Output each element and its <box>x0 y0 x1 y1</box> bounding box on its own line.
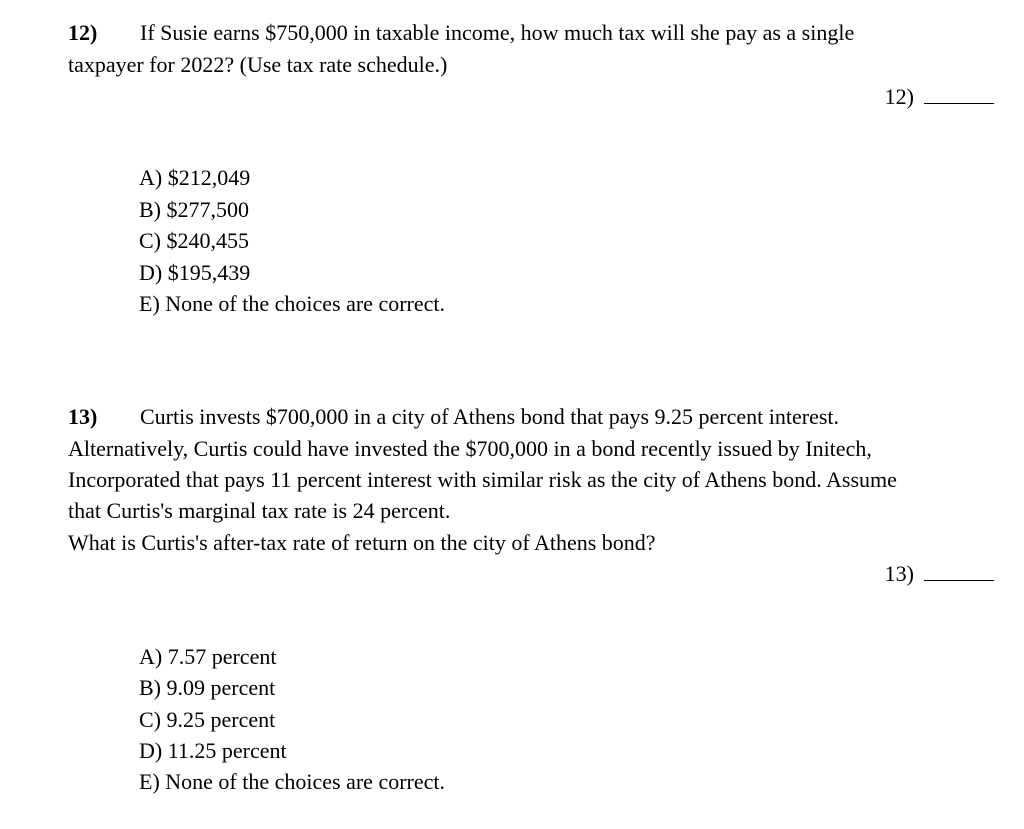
choice-b[interactable]: B) $277,500 <box>139 197 249 222</box>
question-text-line: taxpayer for 2022? (Use tax rate schedule.) <box>68 52 448 77</box>
question-13-first-line <box>68 406 839 428</box>
question-text-line: Incorporated that pays 11 percent interest with similar risk as the city of Athens bond. Assume <box>68 467 897 492</box>
choice-e[interactable]: E) None of the choices are correct. <box>139 291 446 316</box>
answer-label: 12) <box>884 84 914 109</box>
question-number: 12) <box>68 20 98 45</box>
question-text-line: What is Curtis's after-tax rate of return on the city of Athens bond? <box>68 530 656 555</box>
question-number: 13) <box>68 404 98 429</box>
choice-d[interactable]: D) 11.25 percent <box>139 738 287 763</box>
answer-blank-13[interactable] <box>885 563 994 585</box>
choice-a[interactable]: A) 7.57 percent <box>139 644 277 669</box>
question-text-line: Curtis invests $700,000 in a city of Athens bond that pays 9.25 percent interest. <box>140 404 840 429</box>
question-text-line: that Curtis's marginal tax rate is 24 percent. <box>68 498 451 523</box>
choice-a[interactable]: A) $212,049 <box>139 165 251 190</box>
choice-d[interactable]: D) $195,439 <box>139 260 251 285</box>
choice-e[interactable]: E) None of the choices are correct. <box>139 769 446 794</box>
question-text-line: Alternatively, Curtis could have invested the $700,000 in a bond recently issued by Initech, <box>68 436 872 461</box>
question-text-line: If Susie earns $750,000 in taxable income, how much tax will she pay as a single <box>140 20 855 45</box>
choice-b[interactable]: B) 9.09 percent <box>139 675 276 700</box>
question-12-first-line <box>68 22 854 44</box>
answer-line[interactable] <box>924 579 994 581</box>
choice-c[interactable]: C) $240,455 <box>139 228 249 253</box>
answer-line[interactable] <box>924 102 994 104</box>
choice-c[interactable]: C) 9.25 percent <box>139 707 276 732</box>
answer-blank-12[interactable] <box>885 86 994 108</box>
answer-label: 13) <box>884 561 914 586</box>
